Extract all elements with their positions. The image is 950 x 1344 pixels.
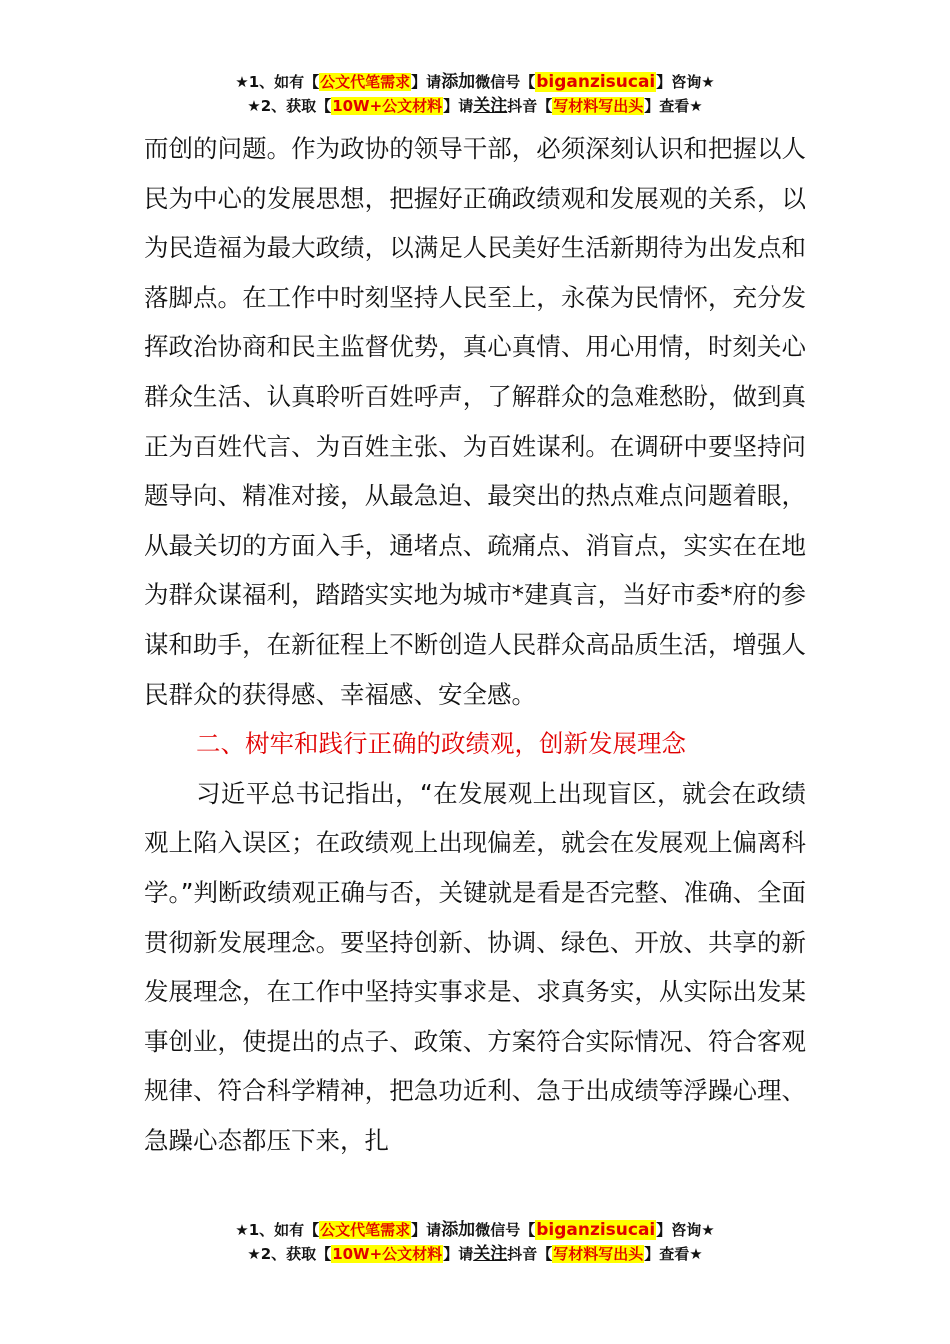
promo-douyin-id: 写材料写出头: [553, 1245, 644, 1263]
body-paragraph: 而创的问题。作为政协的领导干部，必须深刻认识和把握以人民为中心的发展思想，把握好正确政绩观和发展观的关系，以为民造福为最大政绩，以满足人民美好生活新期待为出发点和落脚点。在工作中时刻坚持人民至上，永葆为民情怀，充分发挥政治协商和民主监督优势，真心真情、用心用情，时刻关心群众生活、认真聆听百姓呼声，了解群众的急难愁盼，做到真正为百姓代言、为百姓主张、为百姓谋利。在调研中要坚持问题导向、精准对接，从最急迫、最突出的热点难点问题着眼，从最关切的方面入手，通堵点、疏痛点、消盲点，实实在在地为群众谋福利，踏踏实实地为城市*建真言，当好市委*府的参谋和助手，在新征程上不断创造人民群众高品质生活，增强人民群众的获得感、幸福感、安全感。: [144, 134, 806, 709]
promo-line-2: [0, 94, 950, 118]
promo-text: 】请: [443, 97, 474, 115]
promo-text: 抖音【: [507, 97, 553, 115]
promo-line-1: [0, 1218, 950, 1242]
promo-highlight: 10W+公文材料: [332, 97, 443, 115]
promo-text: 微信号【: [475, 73, 536, 91]
promo-text: 】请: [443, 1245, 474, 1263]
body-paragraph: 习近平总书记指出，“在发展观上出现盲区，就会在政绩观上陷入误区；在政绩观上出现偏差，就会在发展观上偏离科学。”判断政绩观正确与否，关键就是看是否完整、准确、全面贯彻新发展理念。要坚持创新、协调、绿色、开放、共享的新发展理念，在工作中坚持实事求是、求真务实，从实际出发某事创业，使提出的点子、政策、方案符合实际情况、符合客观规律、符合科学精神，把急功近利、急于出成绩等浮躁心理、急躁心态都压下来，扎: [144, 778, 806, 1155]
promo-text: ★2、获取【: [247, 97, 332, 115]
promo-text: 】咨询★: [656, 1221, 715, 1239]
promo-text: ★1、如有【: [235, 1221, 320, 1239]
promo-text: 】查看★: [644, 1245, 703, 1263]
promo-text: 】咨询★: [656, 73, 715, 91]
promo-banner-bottom: [0, 1218, 950, 1266]
promo-text: ★1、如有【: [235, 73, 320, 91]
promo-line-2: [0, 1242, 950, 1266]
promo-emphasis: 添加: [441, 72, 476, 92]
promo-text: 】请: [411, 73, 442, 91]
promo-highlight: 公文代笔需求: [320, 73, 411, 91]
promo-text: 】请: [411, 1221, 442, 1239]
promo-douyin-id: 写材料写出头: [553, 97, 644, 115]
section-heading: 二、树牢和践行正确的政绩观，创新发展理念: [196, 729, 686, 759]
document-body: [144, 124, 806, 1165]
promo-line-1: [0, 70, 950, 94]
promo-emphasis: 关注: [473, 1244, 508, 1264]
promo-wechat-id: biganzisucai: [536, 1220, 656, 1240]
promo-highlight: 10W+公文材料: [332, 1245, 443, 1263]
promo-text: 】查看★: [644, 97, 703, 115]
promo-wechat-id: biganzisucai: [536, 72, 656, 92]
promo-text: ★2、获取【: [247, 1245, 332, 1263]
promo-banner-top: [0, 70, 950, 118]
promo-text: 抖音【: [507, 1245, 553, 1263]
promo-emphasis: 关注: [473, 96, 508, 116]
promo-text: 微信号【: [475, 1221, 536, 1239]
promo-highlight: 公文代笔需求: [320, 1221, 411, 1239]
promo-emphasis: 添加: [441, 1220, 476, 1240]
